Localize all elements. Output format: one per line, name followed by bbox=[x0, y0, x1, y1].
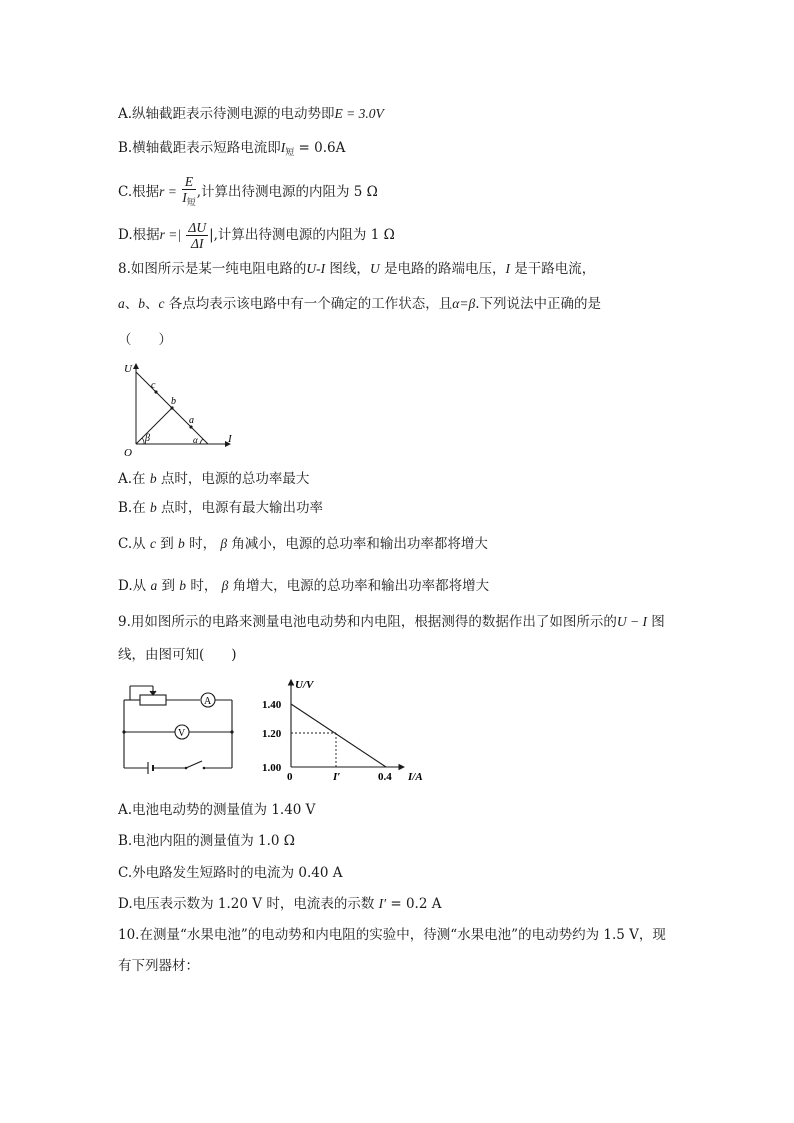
q7-option-d-abs-bar: | bbox=[209, 227, 214, 243]
option-text: 点时，电源的总功率最大 bbox=[156, 471, 310, 487]
stem-symbol: b bbox=[138, 296, 145, 311]
stem-text: 是干路电流， bbox=[509, 261, 596, 277]
ammeter-label: A bbox=[204, 696, 212, 707]
option-symbol: c bbox=[149, 536, 156, 551]
y-tick-140: 1.40 bbox=[262, 699, 282, 711]
q10-stem-line-1: 10.在测量“水果电池”的电动势和内电阻的实验中，待测“水果电池”的电动势约为 1.5 V，现 bbox=[118, 927, 666, 943]
q9-stem-line-1 bbox=[118, 612, 665, 632]
stem-symbol: c bbox=[158, 296, 165, 311]
fraction-numerator: ΔU bbox=[188, 220, 207, 235]
stem-symbol: U bbox=[369, 261, 380, 276]
x-axis-label: I/A bbox=[408, 771, 423, 783]
x-tick-i-prime: I′ bbox=[333, 771, 341, 783]
stem-formula: U-I bbox=[306, 261, 326, 276]
beta-label: β bbox=[145, 433, 150, 444]
stem-symbol: a bbox=[118, 296, 125, 311]
q7-option-d-fraction bbox=[186, 220, 208, 251]
alpha-arc bbox=[200, 439, 203, 444]
point-c-label: c bbox=[151, 380, 156, 391]
alpha-label: α bbox=[193, 435, 198, 445]
q7-option-a bbox=[118, 104, 384, 124]
option-symbol: b bbox=[178, 536, 185, 551]
q7-option-a-text: A.纵轴截距表示待测电源的电动势即 bbox=[118, 106, 335, 122]
beta-arc bbox=[142, 438, 144, 444]
fraction-numerator: E bbox=[182, 174, 196, 190]
q7-option-c-text: C.根据 bbox=[118, 184, 160, 200]
q7-option-c-lhs: r = bbox=[159, 184, 177, 199]
y-axis-label: U/V bbox=[295, 679, 314, 691]
stem-formula: U − I bbox=[616, 614, 647, 629]
option-text: A.在 bbox=[118, 471, 150, 487]
fraction-denominator: I bbox=[182, 190, 187, 205]
point-b-label: b bbox=[171, 396, 176, 407]
option-text: D.电压表示数为 1.20 V 时，电流表的示数 bbox=[118, 896, 379, 912]
switch bbox=[186, 761, 202, 768]
stem-symbol: I bbox=[505, 261, 510, 276]
fraction-denominator-subscript: 短 bbox=[186, 198, 196, 208]
q9-option-a: A.电池电动势的测量值为 1.40 V bbox=[118, 802, 316, 818]
u-axis-label: U bbox=[124, 363, 132, 375]
option-symbol: b bbox=[150, 500, 157, 515]
q7-option-d-result: ,计算出待测电源的内阻为 1 Ω bbox=[213, 227, 395, 243]
y-tick-100: 1.00 bbox=[262, 762, 282, 774]
q7-option-c bbox=[118, 174, 378, 211]
q7-option-d-text: D.根据 bbox=[118, 227, 160, 243]
stem-text: 图 bbox=[647, 614, 665, 630]
x-tick-04: 0.4 bbox=[378, 771, 392, 783]
q9-stem-line-2: 线，由图可知( ) bbox=[118, 647, 237, 663]
option-text: B.在 bbox=[118, 500, 151, 516]
option-symbol: b bbox=[149, 471, 157, 486]
fraction-denominator: ΔI bbox=[191, 236, 204, 251]
rheostat bbox=[140, 695, 166, 705]
stem-text: 9.用如图所示的电路来测量电池电动势和内电阻，根据测得的数据作出了如图所示的 bbox=[118, 614, 617, 630]
option-symbol: β bbox=[221, 578, 229, 593]
option-text: 时， bbox=[184, 536, 221, 552]
ob-line bbox=[136, 408, 172, 444]
option-text: 角减小，电源的总功率和输出功率都将增大 bbox=[227, 536, 488, 552]
q8-stem-line-2 bbox=[118, 294, 601, 314]
q7-option-b-value: = 0.6A bbox=[294, 140, 346, 156]
q9-option-d bbox=[118, 894, 441, 914]
option-text: 到 bbox=[155, 536, 179, 552]
q8-answer-paren: （ ） bbox=[118, 332, 172, 348]
q9-circuit-diagram bbox=[118, 678, 238, 778]
point-a-label: a bbox=[189, 415, 194, 426]
q8-option-b bbox=[118, 498, 323, 518]
origin-label: O bbox=[124, 447, 132, 458]
option-text: C.从 bbox=[118, 536, 150, 552]
q8-stem-line-1 bbox=[118, 259, 595, 279]
voltmeter-label: V bbox=[178, 728, 186, 739]
q7-option-b bbox=[118, 138, 345, 163]
q7-option-a-formula: E = 3.0V bbox=[334, 106, 384, 121]
stem-text: 8.如图所示是某一纯电阻电路的 bbox=[118, 261, 307, 277]
q8-option-a bbox=[118, 469, 309, 489]
q7-option-b-subscript: 短 bbox=[285, 148, 295, 158]
q7-option-d-lhs: r =| bbox=[159, 227, 182, 242]
q7-option-b-symbol: I bbox=[280, 140, 286, 155]
y-tick-120: 1.20 bbox=[262, 728, 282, 740]
option-text: 时， bbox=[186, 578, 222, 594]
option-symbol: β bbox=[220, 536, 228, 551]
q9-ui-graph bbox=[258, 672, 428, 787]
q8-option-d bbox=[118, 576, 489, 596]
i-axis-label: I bbox=[228, 433, 232, 445]
stem-text: .下列说法中正确的是 bbox=[475, 296, 602, 312]
q8-option-c bbox=[118, 534, 488, 554]
stem-text: 、 bbox=[124, 296, 139, 312]
option-symbol: a bbox=[150, 578, 158, 593]
q7-option-d bbox=[118, 220, 395, 251]
q10-stem-line-2: 有下列器材： bbox=[118, 958, 199, 974]
q8-ui-graph bbox=[118, 358, 248, 458]
q7-option-b-text: B.横轴截距表示短路电流即 bbox=[118, 140, 281, 156]
option-text: 点时，电源有最大输出功率 bbox=[156, 500, 324, 516]
option-text: 到 bbox=[157, 578, 180, 594]
stem-text: 图线， bbox=[325, 261, 370, 277]
q9-option-b: B.电池内阻的测量值为 1.0 Ω bbox=[118, 833, 295, 849]
stem-text: 、 bbox=[145, 296, 159, 312]
q7-option-c-result: ,计算出待测电源的内阻为 5 Ω bbox=[196, 184, 378, 200]
q7-option-c-fraction bbox=[182, 174, 196, 211]
option-text: 角增大，电源的总功率和输出功率都将增大 bbox=[228, 578, 490, 594]
option-text: = 0.2 A bbox=[386, 896, 442, 912]
q9-option-c: C.外电路发生短路时的电流为 0.40 A bbox=[118, 865, 343, 881]
option-symbol: I′ bbox=[378, 896, 387, 911]
ui-data-line bbox=[291, 704, 386, 767]
stem-text: 各点均表示该电路中有一个确定的工作状态，且 bbox=[164, 296, 453, 312]
stem-text: 是电路的路端电压， bbox=[379, 261, 506, 277]
stem-formula: α=β bbox=[452, 296, 476, 311]
option-text: D.从 bbox=[118, 578, 151, 594]
x-tick-0: 0 bbox=[287, 771, 293, 783]
option-symbol: b bbox=[179, 578, 187, 593]
